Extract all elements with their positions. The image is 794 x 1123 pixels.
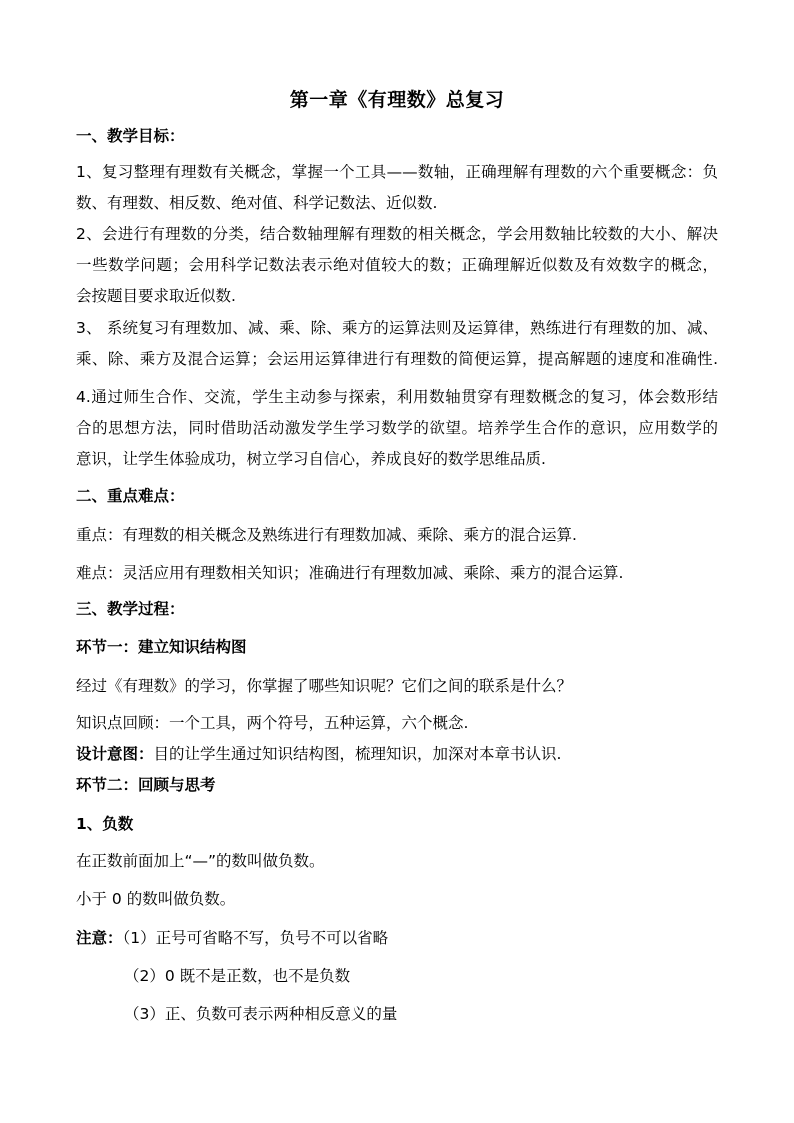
section-heading-teaching-process: 三、教学过程： xyxy=(76,600,185,618)
topic-1-heading: 1、负数 xyxy=(76,815,134,833)
stage-1-question: 经过《有理数》的学习，你掌握了哪些知识呢？它们之间的联系是什么？ xyxy=(76,677,573,695)
stage-1-heading: 环节一：建立知识结构图 xyxy=(76,638,247,656)
design-intent-label: 设计意图： xyxy=(76,745,154,763)
goal-3-line-1: 3、 系统复习有理数加、减、乘、除、乘方的运算法则及运算律，熟练进行有理数的加、减、 xyxy=(76,319,718,337)
goal-4-line-3: 意识，让学生体验成功，树立学习自信心，养成良好的数学思维品质. xyxy=(76,450,546,468)
stage-2-heading: 环节二：回顾与思考 xyxy=(76,776,216,794)
section-heading-key-difficult: 二、重点难点： xyxy=(76,487,185,505)
goal-1-line-2: 数、有理数、相反数、绝对值、科学记数法、近似数. xyxy=(76,194,438,212)
section-heading-teaching-goals: 一、教学目标： xyxy=(76,127,185,145)
key-point-text: 重点：有理数的相关概念及熟练进行有理数加减、乘除、乘方的混合运算. xyxy=(76,526,577,544)
goal-2-line-3: 会按题目要求取近似数. xyxy=(76,287,236,305)
stage-1-review: 知识点回顾：一个工具，两个符号，五种运算，六个概念. xyxy=(76,714,469,732)
negative-number-definition-1: 在正数前面加上“—”的数叫做负数。 xyxy=(76,852,325,870)
goal-2-line-1: 2、会进行有理数的分类，结合数轴理解有理数的相关概念，学会用数轴比较数的大小、解决 xyxy=(76,225,718,243)
goal-1-line-1: 1、复习整理有理数有关概念，掌握一个工具——数轴，正确理解有理数的六个重要概念：负 xyxy=(76,163,718,181)
note-1 xyxy=(76,928,388,948)
goal-2-line-2: 一些数学问题；会用科学记数法表示绝对值较大的数；正确理解近似数及有效数字的概念， xyxy=(76,256,718,274)
design-intent xyxy=(76,744,561,764)
note-label: 注意： xyxy=(76,929,123,947)
goal-4-line-1: 4.通过师生合作、交流，学生主动参与探索，利用数轴贯穿有理数概念的复习，体会数形结 xyxy=(76,388,718,406)
design-intent-text: 目的让学生通过知识结构图，梳理知识，加深对本章书认识. xyxy=(153,745,562,763)
goal-4-line-2: 合的思想方法，同时借助活动激发学生学习数学的欲望。培养学生合作的意识，应用数学的 xyxy=(76,419,718,437)
document-page xyxy=(76,0,718,1123)
goal-3-line-2: 乘、除、乘方及混合运算；会运用运算律进行有理数的简便运算，提高解题的速度和准确性. xyxy=(76,350,718,368)
difficult-point-text: 难点：灵活应用有理数相关知识；准确进行有理数加减、乘除、乘方的混合运算. xyxy=(76,564,624,582)
note-1-text: （1）正号可省略不写，负号不可以省略 xyxy=(122,929,389,947)
document-title: 第一章《有理数》总复习 xyxy=(289,89,505,111)
negative-number-definition-2: 小于 0 的数叫做负数。 xyxy=(76,890,236,908)
note-3: （3）正、负数可表示两种相反意义的量 xyxy=(124,1005,398,1023)
note-2: （2）0 既不是正数，也不是负数 xyxy=(124,967,351,985)
